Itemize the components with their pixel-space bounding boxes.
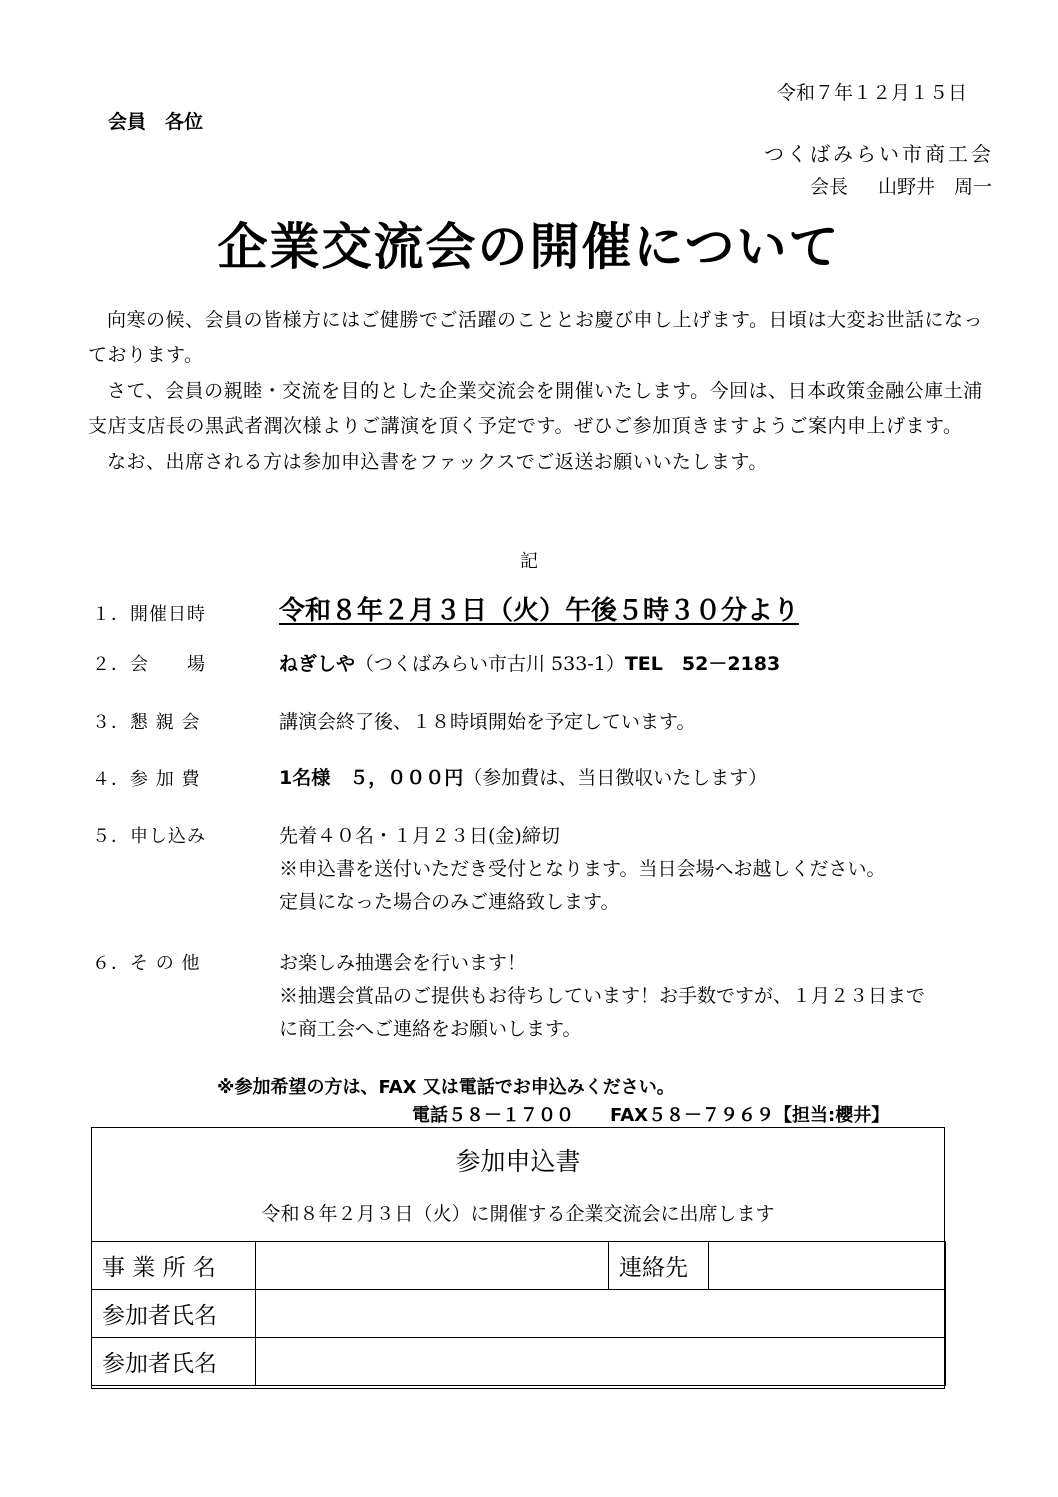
application-note-1: ※申込書を送付いただき受付となります。当日会場へお越しください。 — [279, 858, 886, 880]
event-datetime: 令和８年２月３日（火）午後５時３０分より — [279, 596, 800, 626]
item-4-label: ４．参 加 費 — [92, 769, 201, 790]
reception-info: 講演会終了後、１８時頃開始を予定しています。 — [279, 711, 696, 733]
participant-input-cell-1[interactable] — [256, 1290, 946, 1338]
fee-amount: 1名様 ５，０００円 — [279, 767, 464, 789]
fee-line — [279, 763, 767, 790]
form-table — [91, 1241, 946, 1386]
other-line-3: に商工会へご連絡をお願いします。 — [279, 1018, 582, 1040]
president-name: 山野井 周一 — [877, 176, 992, 198]
notice-contact: 電話５８－１７００ FAX５８－７９６９【担当:櫻井】 — [412, 1105, 890, 1126]
company-input-cell[interactable] — [256, 1242, 609, 1290]
item-6-label: ６．そ の 他 — [92, 953, 201, 974]
ki-heading: 記 — [520, 551, 538, 572]
document-title: 企業交流会の開催について — [217, 218, 841, 276]
body-paragraph-3: なお、出席される方は参加申込書をファックスでご返送お願いいたします。 — [107, 451, 768, 473]
notice-line-1: ※参加希望の方は、FAX 又は電話でお申込みください。 — [217, 1077, 675, 1098]
table-row — [92, 1290, 946, 1338]
organization-name: つくばみらい市商工会 — [764, 142, 994, 166]
venue-line — [279, 649, 780, 676]
item-1-label: １．開催日時 — [92, 604, 206, 625]
form-subtitle: 令和８年２月３日（火）に開催する企業交流会に出席します — [261, 1203, 775, 1225]
item-3-label: ３．懇 親 会 — [92, 712, 201, 733]
other-line-1: お楽しみ抽選会を行います！ — [279, 952, 527, 974]
president-title: 会長 — [809, 176, 848, 198]
body-paragraph-2: さて、会員の親睦・交流を目的とした企業交流会を開催いたします。今回は、日本政策金融公庫土浦支店支店長の黒武者潤次様よりご講演を頂く予定です。ぜひご参加頂きますようご案内申上げます。 — [88, 380, 983, 437]
participant-input-cell-2[interactable] — [256, 1338, 946, 1386]
fee-note: （参加費は、当日徴収いたします） — [463, 767, 768, 789]
body-paragraph-1: 向寒の候、会員の皆様方にはご健勝でご活躍のこととお慶び申し上げます。日頃は大変お世話になっております。 — [88, 309, 983, 366]
addressee: 会員 各位 — [108, 111, 204, 133]
table-row — [92, 1338, 946, 1386]
contact-input-cell[interactable] — [709, 1242, 946, 1290]
application-form — [91, 1127, 945, 1389]
body-text — [88, 303, 1000, 480]
venue-name: ねぎしや — [279, 653, 356, 675]
issue-date: 令和７年１２月１５日 — [777, 82, 968, 104]
form-title: 参加申込書 — [455, 1147, 581, 1176]
contact-label: 連絡先 — [609, 1242, 709, 1290]
item-5-label: ５．申し込み — [92, 826, 206, 847]
president-line — [810, 172, 992, 199]
table-row — [92, 1242, 946, 1290]
venue-tel: TEL 52－2183 — [624, 653, 781, 675]
company-label: 事 業 所 名 — [92, 1242, 256, 1290]
other-line-2: ※抽選会賞品のご提供もお待ちしています！お手数ですが、１月２３日まで — [279, 985, 926, 1007]
item-2-label: ２．会 場 — [92, 654, 206, 675]
participant-label-1: 参加者氏名 — [92, 1290, 256, 1338]
application-note-2: 定員になった場合のみご連絡致します。 — [279, 891, 620, 913]
application-deadline: 先着４０名・１月２３日(金)締切 — [279, 825, 560, 847]
participant-label-2: 参加者氏名 — [92, 1338, 256, 1386]
venue-address: （つくばみらい市古川 533-1） — [355, 653, 625, 675]
